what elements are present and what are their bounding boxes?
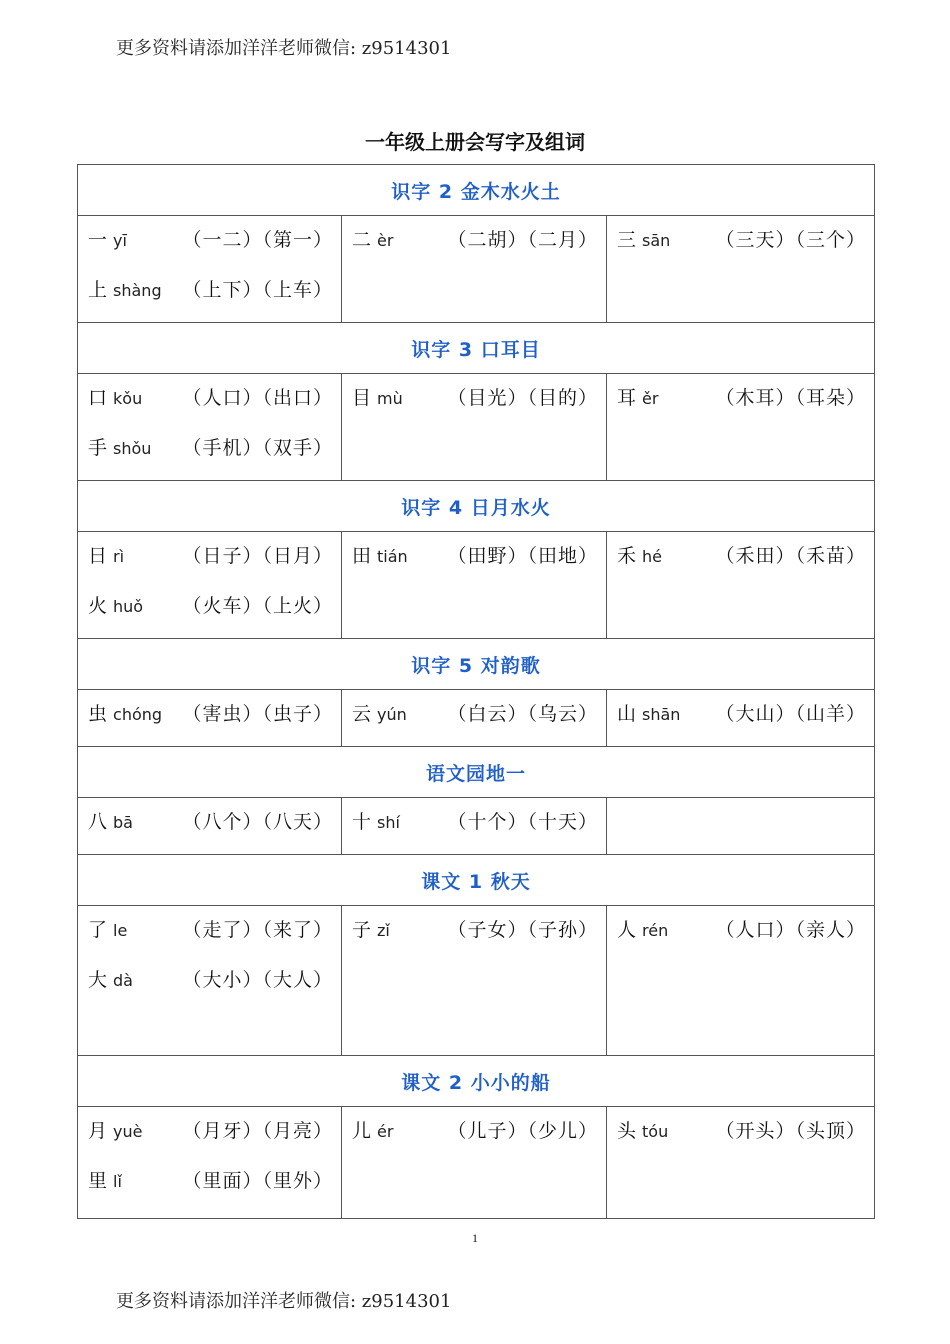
word-examples: （上下）（上车） bbox=[182, 279, 333, 301]
word-examples: （十个）（十天） bbox=[447, 811, 598, 833]
pinyin: lǐ bbox=[113, 1172, 122, 1191]
pinyin: èr bbox=[377, 231, 394, 250]
word-entry bbox=[352, 384, 598, 424]
word-entry bbox=[352, 226, 598, 266]
section-header-row bbox=[78, 323, 875, 374]
word-entry bbox=[617, 226, 866, 266]
word-examples: （儿子）（少儿） bbox=[447, 1120, 598, 1142]
pinyin: bā bbox=[113, 813, 133, 832]
pinyin: shǒu bbox=[113, 439, 152, 458]
word-entry bbox=[88, 276, 333, 316]
word-examples: （开头）（头顶） bbox=[715, 1120, 867, 1142]
character: 一 bbox=[88, 229, 108, 251]
word-entry bbox=[88, 700, 333, 740]
section-header-row bbox=[78, 1056, 875, 1107]
section-header-row bbox=[78, 855, 875, 906]
word-cell bbox=[78, 216, 342, 323]
word-examples: （三天）（三个） bbox=[715, 229, 867, 251]
character: 火 bbox=[88, 595, 108, 617]
word-cell bbox=[78, 532, 342, 639]
word-cell bbox=[342, 1107, 607, 1219]
section-heading: 识字 4 日月水火 bbox=[78, 481, 875, 532]
word-cell bbox=[607, 532, 875, 639]
word-cell bbox=[342, 532, 607, 639]
character: 三 bbox=[617, 229, 637, 251]
section-header-row bbox=[78, 747, 875, 798]
character: 八 bbox=[88, 811, 108, 833]
word-entry bbox=[617, 916, 866, 956]
vocabulary-table bbox=[77, 164, 875, 1219]
word-entry bbox=[88, 542, 333, 582]
word-entry bbox=[352, 808, 598, 848]
word-entry bbox=[88, 1117, 333, 1157]
word-examples: （里面）（里外） bbox=[182, 1170, 333, 1192]
header-note: 更多资料请添加洋洋老师微信: z9514301 bbox=[116, 38, 452, 59]
word-examples: （禾田）（禾苗） bbox=[715, 545, 867, 567]
section-heading: 识字 3 口耳目 bbox=[78, 323, 875, 374]
character: 二 bbox=[352, 229, 372, 251]
pinyin: shí bbox=[377, 813, 400, 832]
word-examples: （人口）（出口） bbox=[182, 387, 333, 409]
section-heading: 识字 2 金木水火土 bbox=[78, 165, 875, 216]
character: 田 bbox=[352, 545, 372, 567]
character: 人 bbox=[617, 919, 637, 941]
word-examples: （一二）（第一） bbox=[182, 229, 333, 251]
word-examples: （木耳）（耳朵） bbox=[715, 387, 867, 409]
word-cell bbox=[607, 906, 875, 1056]
character: 目 bbox=[352, 387, 372, 409]
word-cell bbox=[78, 1107, 342, 1219]
footer-note: 更多资料请添加洋洋老师微信: z9514301 bbox=[116, 1291, 452, 1312]
character: 大 bbox=[88, 969, 108, 991]
section-heading: 识字 5 对韵歌 bbox=[78, 639, 875, 690]
word-examples: （田野）（田地） bbox=[447, 545, 598, 567]
word-entry bbox=[617, 542, 866, 582]
word-examples: （白云）（乌云） bbox=[447, 703, 598, 725]
word-entry bbox=[88, 916, 333, 956]
character: 云 bbox=[352, 703, 372, 725]
pinyin: tián bbox=[377, 547, 408, 566]
word-examples: （目光）（目的） bbox=[447, 387, 598, 409]
pinyin: huǒ bbox=[113, 597, 144, 616]
section-content-row bbox=[78, 216, 875, 323]
word-examples: （大小）（大人） bbox=[182, 969, 333, 991]
word-entry bbox=[88, 592, 333, 632]
pinyin: sān bbox=[642, 231, 671, 250]
word-cell bbox=[607, 1107, 875, 1219]
word-cell bbox=[607, 374, 875, 481]
word-examples: （火车）（上火） bbox=[182, 595, 333, 617]
word-examples: （二胡）（二月） bbox=[447, 229, 598, 251]
pinyin: le bbox=[113, 921, 128, 940]
word-examples: （日子）（日月） bbox=[182, 545, 333, 567]
word-examples: （大山）（山羊） bbox=[715, 703, 867, 725]
section-content-row bbox=[78, 532, 875, 639]
character: 里 bbox=[88, 1170, 108, 1192]
page-title: 一年级上册会写字及组词 bbox=[365, 130, 585, 154]
character: 山 bbox=[617, 703, 637, 725]
section-heading: 课文 2 小小的船 bbox=[78, 1056, 875, 1107]
word-cell bbox=[342, 906, 607, 1056]
section-content-row bbox=[78, 1107, 875, 1219]
pinyin: shàng bbox=[113, 281, 162, 300]
word-entry bbox=[88, 434, 333, 474]
word-entry bbox=[352, 542, 598, 582]
pinyin: dà bbox=[113, 971, 133, 990]
pinyin: yī bbox=[113, 231, 127, 250]
word-examples: （人口）（亲人） bbox=[715, 919, 867, 941]
pinyin: rì bbox=[113, 547, 125, 566]
pinyin: chóng bbox=[113, 705, 163, 724]
word-cell bbox=[342, 374, 607, 481]
word-examples: （月牙）（月亮） bbox=[182, 1120, 333, 1142]
word-examples: （子女）（子孙） bbox=[447, 919, 598, 941]
pinyin: mù bbox=[377, 389, 403, 408]
pinyin: hé bbox=[642, 547, 662, 566]
word-cell bbox=[78, 374, 342, 481]
section-header-row bbox=[78, 481, 875, 532]
word-entry bbox=[88, 384, 333, 424]
character: 了 bbox=[88, 919, 108, 941]
word-cell bbox=[342, 690, 607, 747]
section-content-row bbox=[78, 798, 875, 855]
pinyin: yuè bbox=[113, 1122, 143, 1141]
word-cell bbox=[607, 690, 875, 747]
word-cell bbox=[78, 690, 342, 747]
word-entry bbox=[617, 700, 866, 740]
word-cell bbox=[78, 798, 342, 855]
character: 上 bbox=[88, 279, 108, 301]
character: 日 bbox=[88, 545, 108, 567]
character: 子 bbox=[352, 919, 372, 941]
pinyin: tóu bbox=[642, 1122, 669, 1141]
word-examples: （八个）（八天） bbox=[182, 811, 333, 833]
pinyin: shān bbox=[642, 705, 681, 724]
section-heading: 语文园地一 bbox=[78, 747, 875, 798]
section-heading: 课文 1 秋天 bbox=[78, 855, 875, 906]
word-entry bbox=[88, 226, 333, 266]
word-entry bbox=[352, 700, 598, 740]
pinyin: ér bbox=[377, 1122, 394, 1141]
character: 口 bbox=[88, 387, 108, 409]
pinyin: yún bbox=[377, 705, 407, 724]
page-number: 1 bbox=[472, 1231, 478, 1245]
character: 虫 bbox=[88, 703, 108, 725]
section-header-row bbox=[78, 639, 875, 690]
word-cell bbox=[78, 906, 342, 1056]
word-examples: （走了）（来了） bbox=[182, 919, 333, 941]
section-content-row bbox=[78, 690, 875, 747]
pinyin: rén bbox=[642, 921, 669, 940]
pinyin: zǐ bbox=[377, 921, 390, 940]
word-examples: （手机）（双手） bbox=[182, 437, 333, 459]
character: 儿 bbox=[352, 1120, 372, 1142]
section-content-row bbox=[78, 906, 875, 1056]
word-entry bbox=[617, 1117, 866, 1157]
word-entry bbox=[88, 966, 333, 1006]
word-entry bbox=[88, 1167, 333, 1207]
section-header-row bbox=[78, 165, 875, 216]
section-content-row bbox=[78, 374, 875, 481]
character: 禾 bbox=[617, 545, 637, 567]
character: 手 bbox=[88, 437, 108, 459]
word-entry bbox=[88, 808, 333, 848]
word-entry bbox=[617, 384, 866, 424]
character: 月 bbox=[88, 1120, 108, 1142]
character: 十 bbox=[352, 811, 372, 833]
word-cell bbox=[607, 216, 875, 323]
word-examples: （害虫）（虫子） bbox=[182, 703, 333, 725]
word-entry bbox=[352, 916, 598, 956]
word-cell bbox=[342, 216, 607, 323]
pinyin: ěr bbox=[642, 389, 659, 408]
pinyin: kǒu bbox=[113, 389, 143, 408]
character: 耳 bbox=[617, 387, 637, 409]
word-entry bbox=[352, 1117, 598, 1157]
word-cell bbox=[607, 798, 875, 855]
word-cell bbox=[342, 798, 607, 855]
character: 头 bbox=[617, 1120, 637, 1142]
